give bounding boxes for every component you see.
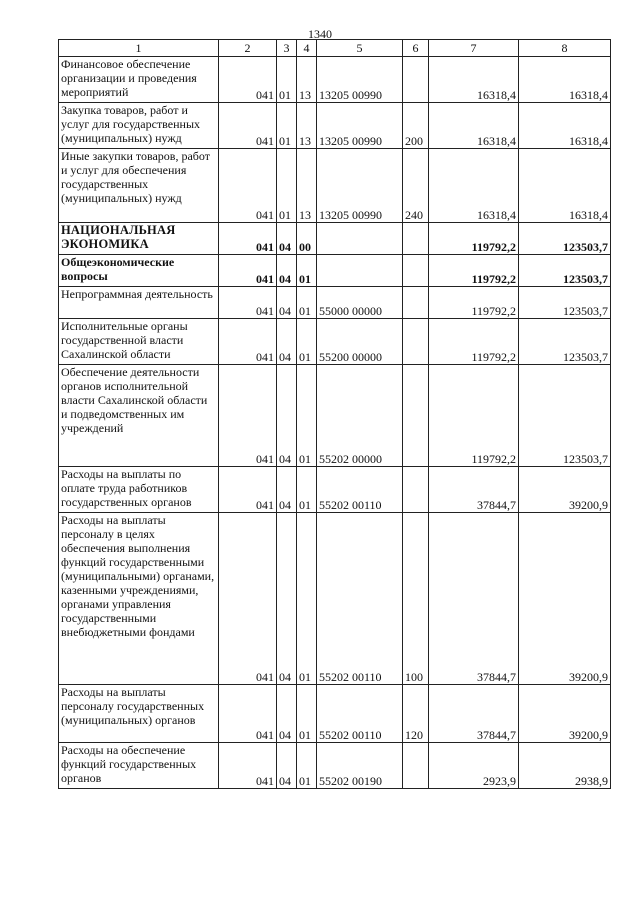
table-row <box>59 103 611 149</box>
code-csr <box>317 255 403 287</box>
table-row <box>59 467 611 513</box>
code-pr: 01 <box>297 365 317 467</box>
code-rz: 04 <box>277 365 297 467</box>
row-label: Общеэкономические вопросы <box>59 255 219 287</box>
amount-col8: 16318,4 <box>519 103 611 149</box>
row-label: Непрограммная деятельность <box>59 287 219 319</box>
row-label: Расходы на выплаты персоналу в целях обеспечения выполнения функций государственными (муниципальными) органами, казенными учреждениями, органами управления государственными внебюджетными фондами <box>59 513 219 685</box>
code-vr <box>403 255 429 287</box>
code-csr: 55202 00110 <box>317 467 403 513</box>
code-gr: 041 <box>219 513 277 685</box>
row-label: НАЦИОНАЛЬНАЯ ЭКОНОМИКА <box>59 223 219 255</box>
code-gr: 041 <box>219 149 277 223</box>
code-vr: 100 <box>403 513 429 685</box>
code-rz: 01 <box>277 57 297 103</box>
amount-col8: 16318,4 <box>519 149 611 223</box>
amount-col8: 123503,7 <box>519 287 611 319</box>
code-gr: 041 <box>219 365 277 467</box>
code-gr: 041 <box>219 287 277 319</box>
amount-col7: 16318,4 <box>429 149 519 223</box>
table-row <box>59 743 611 789</box>
table-row <box>59 255 611 287</box>
code-gr: 041 <box>219 467 277 513</box>
amount-col8: 39200,9 <box>519 513 611 685</box>
amount-col8: 123503,7 <box>519 319 611 365</box>
code-gr: 041 <box>219 57 277 103</box>
code-pr: 13 <box>297 103 317 149</box>
row-label: Обеспечение деятельности органов исполнительной власти Сахалинской области и подведомственных им учреждений <box>59 365 219 467</box>
column-number: 3 <box>277 40 297 57</box>
code-pr: 01 <box>297 287 317 319</box>
row-label: Иные закупки товаров, работ и услуг для обеспечения государственных (муниципальных) нужд <box>59 149 219 223</box>
amount-col7: 119792,2 <box>429 223 519 255</box>
table-row <box>59 57 611 103</box>
row-label: Расходы на выплаты персоналу государственных (муниципальных) органов <box>59 685 219 743</box>
table-row <box>59 365 611 467</box>
row-label: Финансовое обеспечение организации и проведения мероприятий <box>59 57 219 103</box>
code-csr: 55202 00110 <box>317 685 403 743</box>
table-row <box>59 319 611 365</box>
column-number: 1 <box>59 40 219 57</box>
amount-col7: 119792,2 <box>429 365 519 467</box>
row-label: Расходы на обеспечение функций государственных органов <box>59 743 219 789</box>
code-pr: 01 <box>297 319 317 365</box>
amount-col8: 123503,7 <box>519 365 611 467</box>
table-row <box>59 287 611 319</box>
code-pr: 01 <box>297 467 317 513</box>
code-gr: 041 <box>219 223 277 255</box>
amount-col7: 37844,7 <box>429 467 519 513</box>
code-pr: 01 <box>297 513 317 685</box>
code-gr: 041 <box>219 743 277 789</box>
amount-col8: 16318,4 <box>519 57 611 103</box>
code-vr <box>403 319 429 365</box>
amount-col7: 119792,2 <box>429 287 519 319</box>
code-vr <box>403 467 429 513</box>
column-number: 5 <box>317 40 403 57</box>
code-csr: 13205 00990 <box>317 149 403 223</box>
code-rz: 04 <box>277 223 297 255</box>
amount-col7: 119792,2 <box>429 255 519 287</box>
column-number: 6 <box>403 40 429 57</box>
code-rz: 04 <box>277 255 297 287</box>
code-pr: 01 <box>297 685 317 743</box>
code-rz: 04 <box>277 467 297 513</box>
code-rz: 04 <box>277 319 297 365</box>
amount-col8: 39200,9 <box>519 467 611 513</box>
amount-col7: 16318,4 <box>429 57 519 103</box>
code-csr: 55202 00110 <box>317 513 403 685</box>
code-csr: 55202 00190 <box>317 743 403 789</box>
amount-col7: 37844,7 <box>429 685 519 743</box>
code-vr <box>403 365 429 467</box>
code-gr: 041 <box>219 319 277 365</box>
code-csr: 13205 00990 <box>317 103 403 149</box>
code-rz: 04 <box>277 513 297 685</box>
column-number: 4 <box>297 40 317 57</box>
code-vr <box>403 287 429 319</box>
amount-col8: 2938,9 <box>519 743 611 789</box>
amount-col8: 123503,7 <box>519 255 611 287</box>
row-label: Исполнительные органы государственной власти Сахалинской области <box>59 319 219 365</box>
code-csr: 13205 00990 <box>317 57 403 103</box>
code-vr: 240 <box>403 149 429 223</box>
amount-col7: 2923,9 <box>429 743 519 789</box>
code-rz: 04 <box>277 743 297 789</box>
amount-col7: 16318,4 <box>429 103 519 149</box>
column-number: 7 <box>429 40 519 57</box>
page-number: 1340 <box>308 27 332 41</box>
code-csr <box>317 223 403 255</box>
budget-table <box>58 39 611 789</box>
code-pr: 13 <box>297 149 317 223</box>
code-rz: 01 <box>277 103 297 149</box>
code-csr: 55000 00000 <box>317 287 403 319</box>
amount-col8: 123503,7 <box>519 223 611 255</box>
code-rz: 04 <box>277 287 297 319</box>
row-label: Закупка товаров, работ и услуг для государственных (муниципальных) нужд <box>59 103 219 149</box>
table-row <box>59 513 611 685</box>
code-rz: 01 <box>277 149 297 223</box>
code-csr: 55202 00000 <box>317 365 403 467</box>
table-row <box>59 223 611 255</box>
code-gr: 041 <box>219 685 277 743</box>
code-pr: 01 <box>297 743 317 789</box>
column-number-row <box>59 40 611 57</box>
amount-col7: 37844,7 <box>429 513 519 685</box>
code-pr: 00 <box>297 223 317 255</box>
code-vr: 120 <box>403 685 429 743</box>
amount-col8: 39200,9 <box>519 685 611 743</box>
code-pr: 13 <box>297 57 317 103</box>
code-rz: 04 <box>277 685 297 743</box>
amount-col7: 119792,2 <box>429 319 519 365</box>
column-number: 8 <box>519 40 611 57</box>
table-row <box>59 149 611 223</box>
row-label: Расходы на выплаты по оплате труда работников государственных органов <box>59 467 219 513</box>
code-vr: 200 <box>403 103 429 149</box>
code-pr: 01 <box>297 255 317 287</box>
column-number: 2 <box>219 40 277 57</box>
code-vr <box>403 743 429 789</box>
code-csr: 55200 00000 <box>317 319 403 365</box>
code-vr <box>403 223 429 255</box>
code-gr: 041 <box>219 255 277 287</box>
code-gr: 041 <box>219 103 277 149</box>
table-row <box>59 685 611 743</box>
code-vr <box>403 57 429 103</box>
